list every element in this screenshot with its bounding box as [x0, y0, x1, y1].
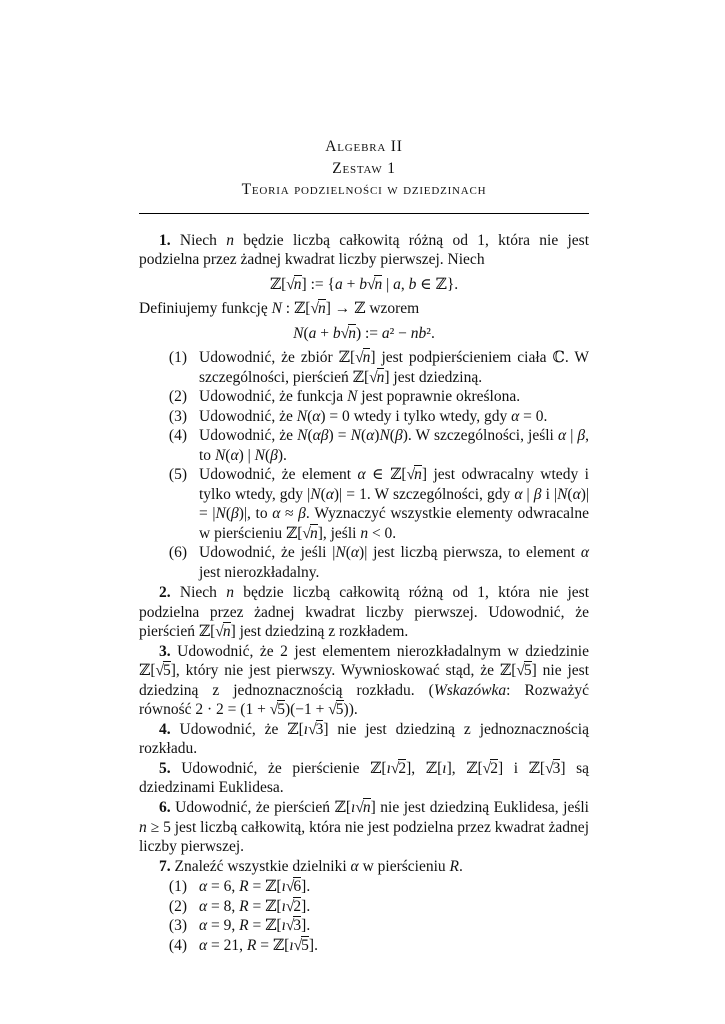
list-item-text: Udowodnić, że funkcja N jest poprawnie określona.: [199, 388, 521, 406]
problem-3: 3. Udowodnić, że 2 jest elementem nierozkładalnym w dziedzinie ℤ[√5], który nie jest pierwszy. Wywnioskować stąd, że ℤ[√5] nie jest dziedziną z jednoznacznością rozkładu. (Wskazówka: Rozważyć równość 2 · 2 = (1 + √5)(−1 + √5)).: [139, 642, 590, 719]
list-item: [139, 407, 589, 427]
problem-1-list: [139, 348, 589, 582]
problem-5: 5. Udowodnić, że pierścienie ℤ[ı√2], ℤ[ı], ℤ[√2] i ℤ[√3] są dziedzinami Euklidesa.: [139, 759, 589, 797]
list-item-text: Udowodnić, że N(α) = 0 wtedy i tylko wtedy, gdy α = 0.: [199, 407, 548, 425]
list-item: [139, 916, 589, 936]
list-item-label: (2): [168, 388, 187, 406]
list-item-label: (1): [168, 878, 187, 896]
list-item-label: (1): [168, 349, 187, 367]
list-item: [139, 387, 589, 407]
list-item-label: (3): [168, 407, 187, 425]
problem-7-list: [139, 877, 589, 955]
list-item-text: α = 8, R = ℤ[ı√2].: [199, 897, 311, 915]
course-title: Algebra II: [325, 138, 403, 155]
problem-1-intro: 1. Niech n będzie liczbą całkowitą różną od 1, która nie jest podzielna przez żadnej kwadrat liczby pierwszej. Niech: [139, 231, 589, 269]
problem-2: 2. Niech n będzie liczbą całkowitą różną od 1, która nie jest podzielna przez żadnej kwadrat liczby pierwszej. Udowodnić, że pierścień ℤ[√n] jest dziedziną z rozkładem.: [139, 584, 589, 641]
list-item-text: Udowodnić, że element α ∈ ℤ[√n] jest odwracalny wtedy i tylko wtedy, gdy |N(α)| = 1. W szczególności, gdy α | β i |N(α)| = |N(β)|, to α ≈ β. Wyznaczyć wszystkie elementy odwracalne w pierścieniu ℤ[√n], jeśli n < 0.: [199, 466, 589, 542]
problem-6: 6. Udowodnić, że pierścień ℤ[ı√n] nie jest dziedziną Euklidesa, jeśli n ≥ 5 jest liczbą całkowitą, która nie jest podzielna przez kwadrat żadnej liczby pierwszej.: [139, 798, 589, 856]
list-item: [139, 877, 589, 897]
topic-title: Teoria podzielności w dziedzinach: [241, 181, 487, 199]
equation-ring-definition: ℤ[√n] := {a + b√n | a, b ∈ ℤ}.: [269, 275, 459, 293]
sheet-title: Zestaw 1: [332, 159, 396, 177]
list-item: [139, 936, 589, 956]
equation-norm-definition: N(a + b√n) := a² − nb².: [293, 324, 435, 342]
problem-4: 4. Udowodnić, że ℤ[ı√3] nie jest dziedziną z jednoznacznością rozkładu.: [139, 720, 589, 758]
list-item-label: (4): [168, 427, 187, 445]
list-item: [139, 897, 589, 917]
list-item-text: α = 21, R = ℤ[ı√5].: [199, 936, 318, 954]
list-item-text: Udowodnić, że jeśli |N(α)| jest liczbą pierwsza, to element α jest nierozkładalny.: [199, 544, 589, 581]
list-item: [139, 465, 589, 543]
header-rule: [139, 213, 589, 214]
list-item-label: (6): [168, 544, 187, 562]
list-item-text: Udowodnić, że zbiór ℤ[√n] jest podpierścieniem ciała ℂ. W szczególności, pierścień ℤ[√n] jest dziedziną.: [199, 349, 589, 386]
document-header: [139, 137, 589, 200]
list-item-label: (2): [168, 897, 187, 915]
list-item-text: α = 6, R = ℤ[ı√6].: [199, 878, 311, 896]
list-item-text: α = 9, R = ℤ[ı√3].: [199, 917, 311, 935]
list-item-label: (4): [168, 936, 187, 954]
list-item-label: (5): [168, 466, 187, 484]
list-item: [139, 426, 589, 465]
list-item: [139, 543, 589, 582]
problem-7-intro: 7. Znaleźć wszystkie dzielniki α w pierścieniu R.: [159, 857, 463, 875]
list-item: [139, 348, 589, 387]
list-item-text: Udowodnić, że N(αβ) = N(α)N(β). W szczególności, jeśli α | β, to N(α) | N(β).: [199, 427, 590, 464]
document-content: [139, 137, 589, 956]
list-item-label: (3): [168, 917, 187, 935]
problem-1-middle: Definiujemy funkcję N : ℤ[√n] → ℤ wzorem: [139, 300, 420, 318]
